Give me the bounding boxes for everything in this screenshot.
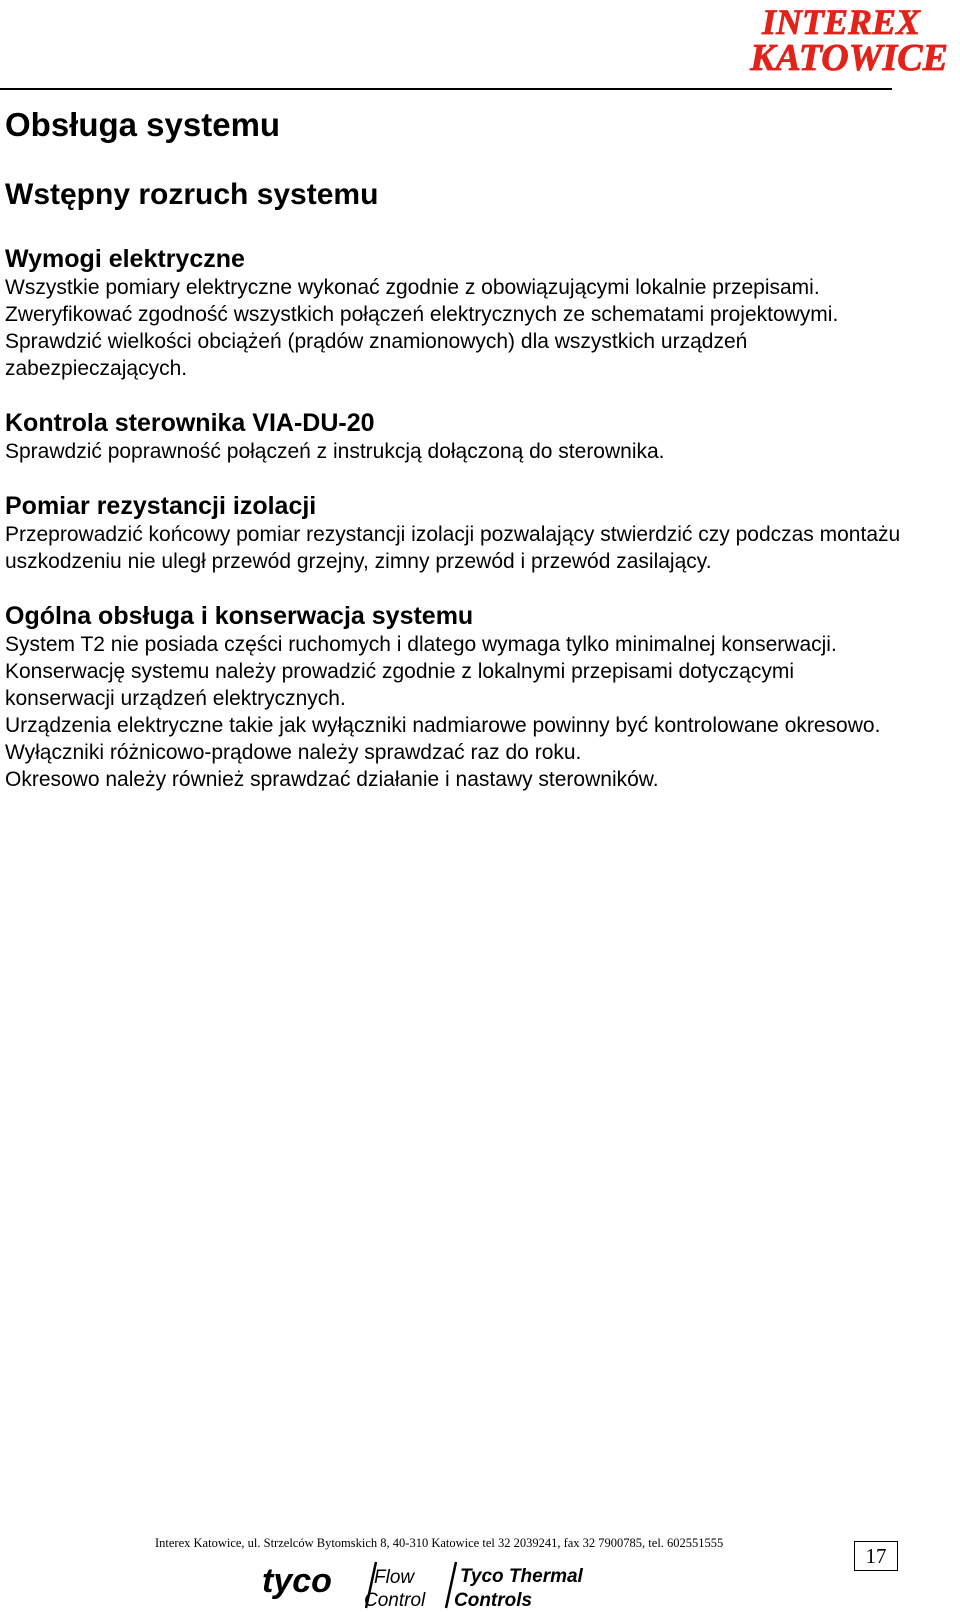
logo-line1: INTEREX bbox=[761, 4, 920, 42]
flow-logo-line2: Control bbox=[364, 1590, 426, 1610]
section-heading: Wymogi elektryczne bbox=[5, 245, 245, 273]
thermal-logo-line1: Tyco Thermal bbox=[460, 1566, 583, 1587]
section-maintenance bbox=[5, 601, 905, 793]
section-controller-check bbox=[5, 408, 905, 465]
page-number: 17 bbox=[854, 1541, 898, 1571]
section-title: Wstępny rozruch systemu bbox=[5, 178, 379, 211]
footer-address: Interex Katowice, ul. Strzelców Bytomskich 8, 40-310 Katowice tel 32 2039241, fax 32 7900785, tel. 602551555 bbox=[155, 1536, 724, 1550]
section-body: System T2 nie posiada części ruchomych i dlatego wymaga tylko minimalnej konserwacji. Konserwację systemu należy prowadzić zgodnie z lokalnymi przepisami dotyczącymi konserwacji urządzeń elektrycznych. Urządzenia elektryczne takie jak wyłączniki nadmiarowe powinny być kontrolowane okresowo. Wyłączniki różnicowo-prądowe należy sprawdzać raz do roku. Okresowo należy również sprawdzać działanie i nastawy sterowników. bbox=[5, 633, 881, 791]
logo-line2: KATOWICE bbox=[750, 37, 948, 76]
page-title: Obsługa systemu bbox=[5, 106, 281, 143]
tyco-logo: tyco bbox=[262, 1562, 332, 1600]
thermal-logo-line2: Controls bbox=[454, 1590, 533, 1610]
section-heading: Ogólna obsługa i konserwacja systemu bbox=[5, 602, 474, 630]
section-body: Sprawdzić poprawność połączeń z instrukcją dołączoną do sterownika. bbox=[5, 440, 665, 463]
flow-logo-line1: Flow bbox=[374, 1567, 415, 1588]
section-body: Przeprowadzić końcowy pomiar rezystancji izolacji pozwalający stwierdzić czy podczas montażu uszkodzeniu nie uległ przewód grzejny, zimny przewód i przewód zasilający. bbox=[5, 523, 901, 573]
header-divider bbox=[0, 88, 892, 90]
interex-katowice-logo bbox=[662, 4, 952, 76]
section-body: Wszystkie pomiary elektryczne wykonać zgodnie z obowiązującymi lokalnie przepisami. Zweryfikować zgodność wszystkich połączeń elektrycznych ze schematami projektowymi. Sprawdzić wielkości obciążeń (prądów znamionowych) dla wszystkich urządzeń zabezpieczających. bbox=[5, 276, 839, 380]
section-electrical-requirements bbox=[5, 244, 905, 382]
section-heading: Pomiar rezystancji izolacji bbox=[5, 492, 317, 520]
section-insulation-resistance bbox=[5, 491, 905, 575]
document-body bbox=[5, 104, 905, 819]
section-heading: Kontrola sterownika VIA-DU-20 bbox=[5, 409, 375, 437]
footer-logos bbox=[262, 1556, 622, 1610]
